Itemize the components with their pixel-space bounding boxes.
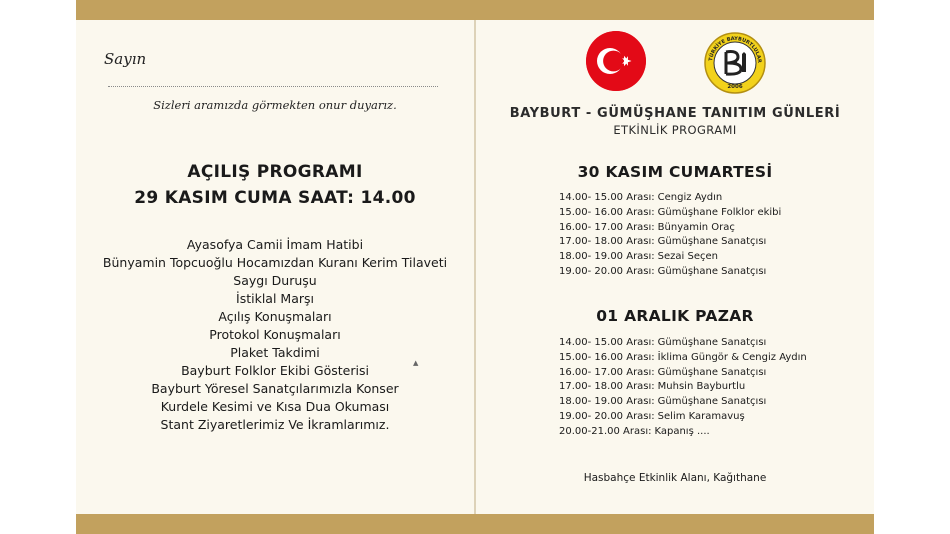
event-subtitle: ETKİNLİK PROGRAMI (613, 123, 737, 137)
program-item: Bayburt Folklor Ekibi Gösterisi (181, 363, 369, 378)
day1-schedule (559, 191, 859, 280)
schedule-time: 15.00- 16.00 Arası: (559, 206, 655, 218)
schedule-row (559, 395, 859, 410)
schedule-row (559, 351, 859, 366)
schedule-performer: Cengiz Aydın (657, 192, 723, 203)
schedule-time: 14.00- 15.00 Arası: (559, 192, 655, 203)
small-mark: ▲ (413, 359, 419, 367)
right-panel (476, 20, 874, 514)
schedule-time: 19.00- 20.00 Arası: (559, 265, 655, 277)
program-item: Stant Ziyaretlerimiz Ve İkramlarımız. (160, 417, 390, 432)
schedule-time: 17.00- 18.00 Arası: (559, 236, 655, 248)
schedule-performer: Muhsin Bayburtlu (657, 381, 746, 393)
day2-title: 01 ARALIK PAZAR (596, 307, 754, 325)
opening-date: 29 KASIM CUMA SAAT: 14.00 (134, 188, 416, 208)
schedule-row (559, 366, 859, 381)
program-item: İstiklal Marşı (236, 291, 314, 306)
opening-program-list (76, 236, 474, 434)
schedule-performer: Gümüşhane Sanatçısı (657, 396, 767, 408)
schedule-row (559, 191, 859, 206)
program-item: Kurdele Kesimi ve Kısa Dua Okuması (160, 399, 390, 414)
opening-program-title: AÇILIŞ PROGRAMI (187, 162, 363, 182)
program-item: Açılış Konuşmaları (218, 309, 332, 324)
schedule-performer: Gümüşhane Sanatçısı (657, 366, 767, 378)
schedule-row (559, 206, 859, 221)
program-item: Ayasofya Camii İmam Hatibi (186, 237, 364, 252)
schedule-time: 18.00- 19.00 Arası: (559, 396, 655, 408)
welcome-text: Sizleri aramızda görmekten onur duyarız. (153, 98, 397, 112)
federation-logo-icon (704, 32, 766, 94)
left-panel (76, 20, 474, 514)
logo-ring-text: TÜRKİYE BAYBURTLULAR (708, 35, 763, 64)
bottom-gold-band (76, 514, 874, 534)
schedule-time: 14.00- 15.00 Arası: (559, 337, 655, 348)
schedule-time: 20.00-21.00 Arası: (559, 425, 652, 437)
schedule-row (559, 221, 859, 236)
schedule-performer: Gümüşhane Sanatçısı (657, 337, 767, 348)
schedule-performer: Sezai Seçen (657, 251, 718, 263)
schedule-performer: Kapanış .... (654, 425, 710, 437)
schedule-time: 18.00- 19.00 Arası: (559, 251, 655, 263)
schedule-row (559, 410, 859, 425)
schedule-row (559, 425, 859, 440)
schedule-time: 17.00- 18.00 Arası: (559, 381, 655, 393)
name-dotted-line (108, 86, 438, 87)
schedule-performer: Gümüşhane Sanatçısı (657, 236, 767, 248)
schedule-row (559, 235, 859, 250)
program-item: Saygı Duruşu (233, 273, 317, 288)
program-item: Protokol Konuşmaları (209, 327, 341, 342)
schedule-row (559, 250, 859, 265)
venue-text: Hasbahçe Etkinlik Alanı, Kağıthane (583, 472, 767, 484)
logo-year: 2006 (727, 84, 743, 90)
schedule-row (559, 336, 859, 351)
schedule-row (559, 380, 859, 395)
top-gold-band (76, 0, 874, 20)
schedule-performer: Gümüşhane Sanatçısı (657, 265, 767, 277)
schedule-row (559, 265, 859, 280)
invitation-card (76, 0, 874, 534)
event-title: BAYBURT - GÜMÜŞHANE TANITIM GÜNLERİ (509, 106, 841, 121)
day2-schedule (559, 336, 859, 440)
greeting-text: Sayın (104, 50, 147, 68)
schedule-time: 16.00- 17.00 Arası: (559, 366, 655, 378)
schedule-time: 19.00- 20.00 Arası: (559, 410, 655, 422)
schedule-performer: Gümüşhane Folklor ekibi (657, 206, 782, 218)
program-item: Bünyamin Topcuoğlu Hocamızdan Kuranı Kerim Tilaveti (102, 255, 448, 270)
day1-title: 30 KASIM CUMARTESİ (577, 163, 773, 181)
svg-text:ꞏ: ꞏ (731, 51, 739, 75)
schedule-time: 15.00- 16.00 Arası: (559, 351, 655, 363)
schedule-performer: Bünyamin Oraç (657, 221, 735, 233)
schedule-time: 16.00- 17.00 Arası: (559, 221, 655, 233)
program-item: Bayburt Yöresel Sanatçılarımızla Konser (151, 381, 399, 396)
turkish-flag-icon (586, 31, 646, 91)
program-item: Plaket Takdimi (230, 345, 320, 360)
schedule-performer: Selim Karamavuş (657, 410, 745, 422)
schedule-performer: İklima Güngör & Cengiz Aydın (657, 351, 807, 363)
